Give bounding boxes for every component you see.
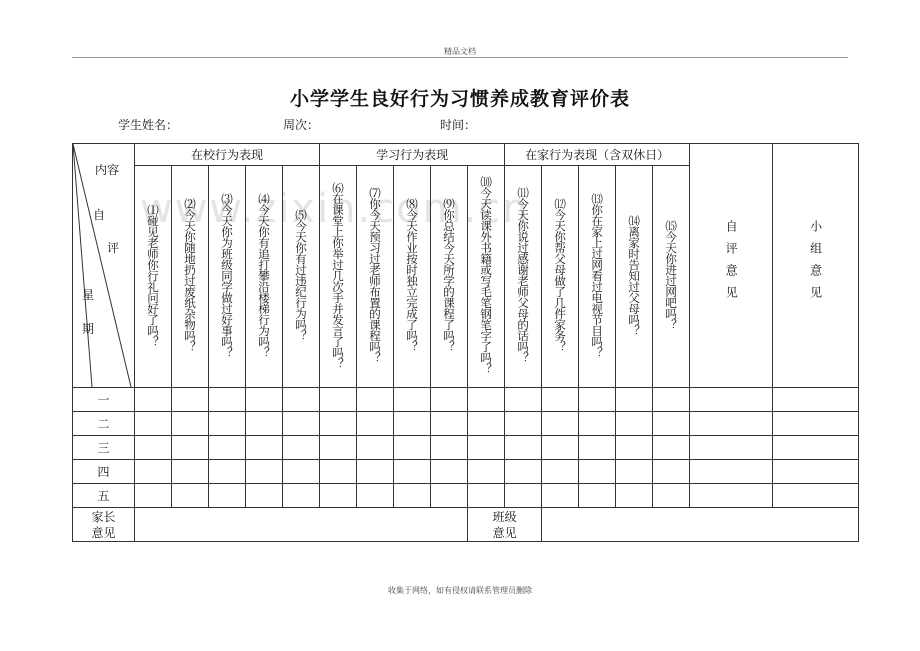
score-cell[interactable] <box>579 412 616 436</box>
score-cell[interactable] <box>172 388 209 412</box>
question-text: ⑼你总结今天所学的课程了吗？ <box>442 198 457 353</box>
score-cell[interactable] <box>357 460 394 484</box>
group-home-header: 在家行为表现（含双休日） <box>505 144 690 166</box>
score-cell[interactable] <box>468 484 505 508</box>
self-opinion-cell[interactable] <box>690 436 773 460</box>
score-cell[interactable] <box>579 484 616 508</box>
corner-xing-label: 星 <box>82 288 95 302</box>
group-opinion-cell[interactable] <box>773 484 859 508</box>
question-text: ⑻今天作业按时独立完成了吗？ <box>405 198 420 353</box>
score-cell[interactable] <box>394 460 431 484</box>
score-cell[interactable] <box>135 388 172 412</box>
question-text: ⑸今天你有过违纪行为吗？ <box>294 209 309 342</box>
score-cell[interactable] <box>209 388 246 412</box>
score-cell[interactable] <box>283 484 320 508</box>
score-cell[interactable] <box>357 388 394 412</box>
corner-qi-label: 期 <box>82 322 95 336</box>
question-text: ⑷今天你有追打攀沿楼梯行为吗？ <box>257 192 271 358</box>
score-cell[interactable] <box>505 484 542 508</box>
group-opinion-header: 小组意见 <box>773 144 859 388</box>
question-text: ⑴碰见老师你行礼问好了吗？ <box>146 203 160 347</box>
question-text: ⑶今天你为班级同学做过好事吗？ <box>220 192 234 358</box>
corner-self-label: 自 <box>93 208 106 222</box>
self-opinion-header: 自评意见 <box>690 144 773 388</box>
form-title: 小学学生良好行为习惯养成教育评价表 <box>289 88 630 110</box>
score-cell[interactable] <box>283 436 320 460</box>
score-cell[interactable] <box>357 436 394 460</box>
score-cell[interactable] <box>135 484 172 508</box>
self-opinion-cell[interactable] <box>690 388 773 412</box>
score-cell[interactable] <box>320 484 357 508</box>
score-cell[interactable] <box>320 460 357 484</box>
page-header: 精品文档 <box>444 47 476 56</box>
score-cell[interactable] <box>246 388 283 412</box>
group-study-header: 学习行为表现 <box>320 144 505 166</box>
score-cell[interactable] <box>172 436 209 460</box>
score-cell[interactable] <box>172 460 209 484</box>
score-cell[interactable] <box>616 484 653 508</box>
group-opinion-cell[interactable] <box>773 388 859 412</box>
corner-eval-label: 评 <box>107 241 120 255</box>
group-opinion-cell[interactable] <box>773 412 859 436</box>
score-cell[interactable] <box>135 436 172 460</box>
score-cell[interactable] <box>542 388 579 412</box>
score-cell[interactable] <box>505 388 542 412</box>
score-cell[interactable] <box>394 436 431 460</box>
table-row <box>73 388 859 412</box>
parent-opinion-label: 家长 意见 <box>73 508 135 542</box>
opinion-row <box>73 508 859 542</box>
score-cell[interactable] <box>653 412 690 436</box>
self-opinion-cell[interactable] <box>690 412 773 436</box>
score-cell[interactable] <box>653 460 690 484</box>
week-label: 周次： <box>283 118 320 132</box>
score-cell[interactable] <box>357 484 394 508</box>
score-cell[interactable] <box>579 436 616 460</box>
score-cell[interactable] <box>320 436 357 460</box>
time-label: 时间： <box>440 118 477 132</box>
question-cell <box>172 166 209 388</box>
score-cell[interactable] <box>468 388 505 412</box>
day-label: 四 <box>73 460 135 484</box>
score-cell[interactable] <box>616 412 653 436</box>
score-cell[interactable] <box>209 484 246 508</box>
self-opinion-cell[interactable] <box>690 460 773 484</box>
score-cell[interactable] <box>320 412 357 436</box>
score-cell[interactable] <box>468 436 505 460</box>
score-cell[interactable] <box>616 460 653 484</box>
score-cell[interactable] <box>542 436 579 460</box>
score-cell[interactable] <box>283 412 320 436</box>
group-opinion-cell[interactable] <box>773 460 859 484</box>
table-row <box>73 436 859 460</box>
score-cell[interactable] <box>394 388 431 412</box>
score-cell[interactable] <box>616 388 653 412</box>
table-row <box>73 412 859 436</box>
score-cell[interactable] <box>246 484 283 508</box>
score-cell[interactable] <box>505 412 542 436</box>
question-cell <box>505 166 542 388</box>
score-cell[interactable] <box>505 436 542 460</box>
question-text: ⑾今天你说过感谢老师父母的话吗？ <box>516 187 531 364</box>
header-divider <box>72 57 848 58</box>
score-cell[interactable] <box>616 436 653 460</box>
watermark: www.zixin.com.cn <box>140 186 530 232</box>
score-cell[interactable] <box>209 436 246 460</box>
question-cell <box>135 166 172 388</box>
day-label: 五 <box>73 484 135 508</box>
question-cell <box>542 166 579 388</box>
question-cell <box>616 166 653 388</box>
score-cell[interactable] <box>431 460 468 484</box>
score-cell[interactable] <box>135 412 172 436</box>
score-cell[interactable] <box>431 484 468 508</box>
score-cell[interactable] <box>394 484 431 508</box>
score-cell[interactable] <box>653 388 690 412</box>
score-cell[interactable] <box>246 460 283 484</box>
question-text: ⑽今天读课外书籍或写毛笔钢笔字了吗？ <box>479 176 494 375</box>
question-cell <box>283 166 320 388</box>
score-cell[interactable] <box>172 484 209 508</box>
group-opinion-cell[interactable] <box>773 436 859 460</box>
score-cell[interactable] <box>505 460 542 484</box>
question-cell <box>246 166 283 388</box>
score-cell[interactable] <box>209 412 246 436</box>
score-cell[interactable] <box>542 412 579 436</box>
question-cell <box>653 166 690 388</box>
question-cell <box>431 166 468 388</box>
question-text: ⑿今天你帮父母做了几件家务？ <box>553 198 568 353</box>
student-name-label: 学生姓名： <box>118 118 179 132</box>
question-text: ⒀你在家上过网看过电视节目吗？ <box>590 192 605 358</box>
question-text: ⑹在课堂上你举过几次手并发言了吗？ <box>331 181 346 369</box>
score-cell[interactable] <box>135 460 172 484</box>
score-cell[interactable] <box>431 436 468 460</box>
score-cell[interactable] <box>468 460 505 484</box>
evaluation-table <box>72 143 859 542</box>
score-cell[interactable] <box>246 412 283 436</box>
group-school-header: 在校行为表现 <box>135 144 320 166</box>
score-cell[interactable] <box>172 412 209 436</box>
question-text: ⒁离家时告知过父母吗？ <box>627 214 642 336</box>
question-text: ⒂今天你进过网吧吗？ <box>664 220 679 331</box>
page-footer: 收集于网络，如有侵权请联系管理员删除 <box>388 586 532 595</box>
table-row <box>73 460 859 484</box>
parent-opinion-field[interactable] <box>135 508 468 542</box>
score-cell[interactable] <box>320 388 357 412</box>
question-cell <box>468 166 505 388</box>
score-cell[interactable] <box>579 388 616 412</box>
day-label: 二 <box>73 412 135 436</box>
score-cell[interactable] <box>468 412 505 436</box>
score-cell[interactable] <box>542 460 579 484</box>
question-cell <box>579 166 616 388</box>
question-text: ⑵今天你随地扔过废纸杂物吗？ <box>183 198 197 353</box>
score-cell[interactable] <box>209 460 246 484</box>
score-cell[interactable] <box>283 460 320 484</box>
score-cell[interactable] <box>431 388 468 412</box>
corner-content-label: 内容 <box>95 163 120 177</box>
question-cell <box>320 166 357 388</box>
question-cell <box>209 166 246 388</box>
day-label: 三 <box>73 436 135 460</box>
score-cell[interactable] <box>653 436 690 460</box>
score-cell[interactable] <box>394 412 431 436</box>
score-cell[interactable] <box>283 388 320 412</box>
day-label: 一 <box>73 388 135 412</box>
corner-cell <box>73 144 135 388</box>
question-text: ⑺你今天预习过老师布置的课程吗？ <box>368 187 383 364</box>
score-cell[interactable] <box>542 484 579 508</box>
score-cell[interactable] <box>246 436 283 460</box>
question-cell <box>394 166 431 388</box>
corner-diagonals <box>73 144 135 387</box>
self-opinion-cell[interactable] <box>690 484 773 508</box>
score-cell[interactable] <box>653 484 690 508</box>
table-row <box>73 484 859 508</box>
question-cell <box>357 166 394 388</box>
score-cell[interactable] <box>357 412 394 436</box>
class-opinion-label: 班级 意见 <box>468 508 542 542</box>
score-cell[interactable] <box>431 412 468 436</box>
score-cell[interactable] <box>579 460 616 484</box>
class-opinion-field[interactable] <box>542 508 859 542</box>
